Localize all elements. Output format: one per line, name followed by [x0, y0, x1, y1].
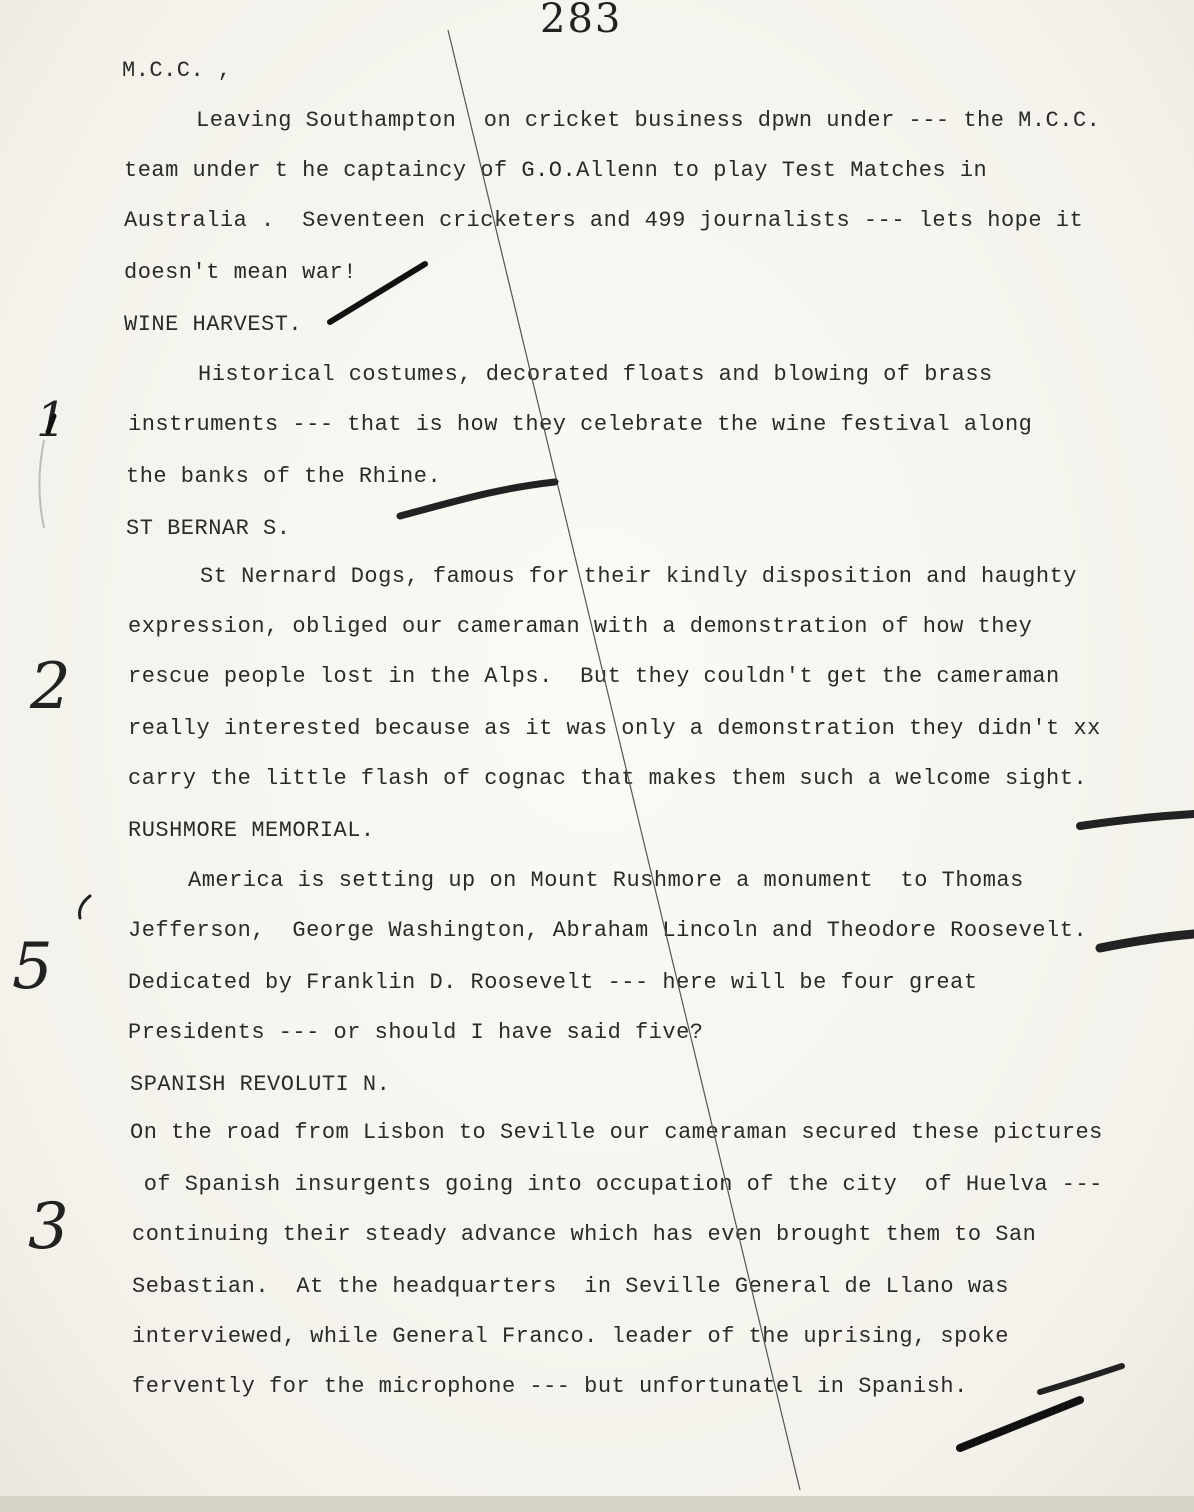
text-line: Leaving Southampton on cricket business dpwn under --- the M.C.C. [196, 108, 1101, 133]
pen-stroke [48, 416, 54, 432]
text-line: carry the little flash of cognac that makes them such a welcome sight. [128, 766, 1088, 791]
pen-stroke [79, 896, 90, 918]
text-line: Dedicated by Franklin D. Roosevelt --- here will be four great [128, 970, 978, 995]
text-line: interviewed, while General Franco. leader of the uprising, spoke [132, 1324, 1009, 1349]
pen-stroke [330, 264, 425, 322]
crease-line [448, 30, 800, 1490]
margin-number-5: 5 [12, 930, 53, 1004]
text-line: expression, obliged our cameraman with a demonstration of how they [128, 614, 1033, 639]
heading-wine-harvest: WINE HARVEST. [124, 312, 303, 337]
text-line: of Spanish insurgents going into occupation of the city of Huelva --- [130, 1172, 1103, 1197]
text-line: the banks of the Rhine. [126, 464, 442, 489]
margin-number-3: 3 [28, 1190, 69, 1264]
heading-spanish-revolution: SPANISH REVOLUTI N. [130, 1072, 391, 1097]
text-line: America is setting up on Mount Rushmore a monument to Thomas [188, 868, 1024, 893]
text-line: On the road from Lisbon to Seville our cameraman secured these pictures [130, 1120, 1103, 1145]
pen-stroke [1100, 934, 1194, 948]
text-line: continuing their steady advance which has even brought them to San [132, 1222, 1037, 1247]
text-line: Jefferson, George Washington, Abraham Lincoln and Theodore Roosevelt. [128, 918, 1088, 943]
heading-mcc: M.C.C. , [122, 58, 232, 83]
text-line: rescue people lost in the Alps. But they couldn't get the cameraman [128, 664, 1060, 689]
text-line: fervently for the microphone --- but unfortunatel in Spanish. [132, 1374, 968, 1399]
faint-margin-mark [40, 440, 45, 528]
text-line: instruments --- that is how they celebrate the wine festival along [128, 412, 1033, 437]
page-bottom-edge [0, 1496, 1194, 1512]
page-number: 283 [540, 0, 623, 42]
pen-stroke [1080, 814, 1194, 826]
pen-stroke [1040, 1366, 1122, 1392]
text-line: team under t he captaincy of G.O.Allenn to play Test Matches in [124, 158, 988, 183]
text-line: Australia . Seventeen cricketers and 499 journalists --- lets hope it [124, 208, 1084, 233]
text-line: really interested because as it was only a demonstration they didn't xx [128, 716, 1101, 741]
text-line: Historical costumes, decorated floats and blowing of brass [198, 362, 993, 387]
text-line: St Nernard Dogs, famous for their kindly disposition and haughty [200, 564, 1077, 589]
heading-st-bernards: ST BERNAR S. [126, 516, 291, 541]
text-line: Sebastian. At the headquarters in Seville General de Llano was [132, 1274, 1009, 1299]
pen-stroke [400, 482, 555, 516]
text-line: Presidents --- or should I have said five? [128, 1020, 704, 1045]
pen-stroke [960, 1400, 1080, 1448]
margin-number-2: 2 [30, 650, 71, 724]
heading-rushmore-memorial: RUSHMORE MEMORIAL. [128, 818, 375, 843]
margin-number-1: 1 [36, 392, 67, 448]
text-line: doesn't mean war! [124, 260, 357, 285]
